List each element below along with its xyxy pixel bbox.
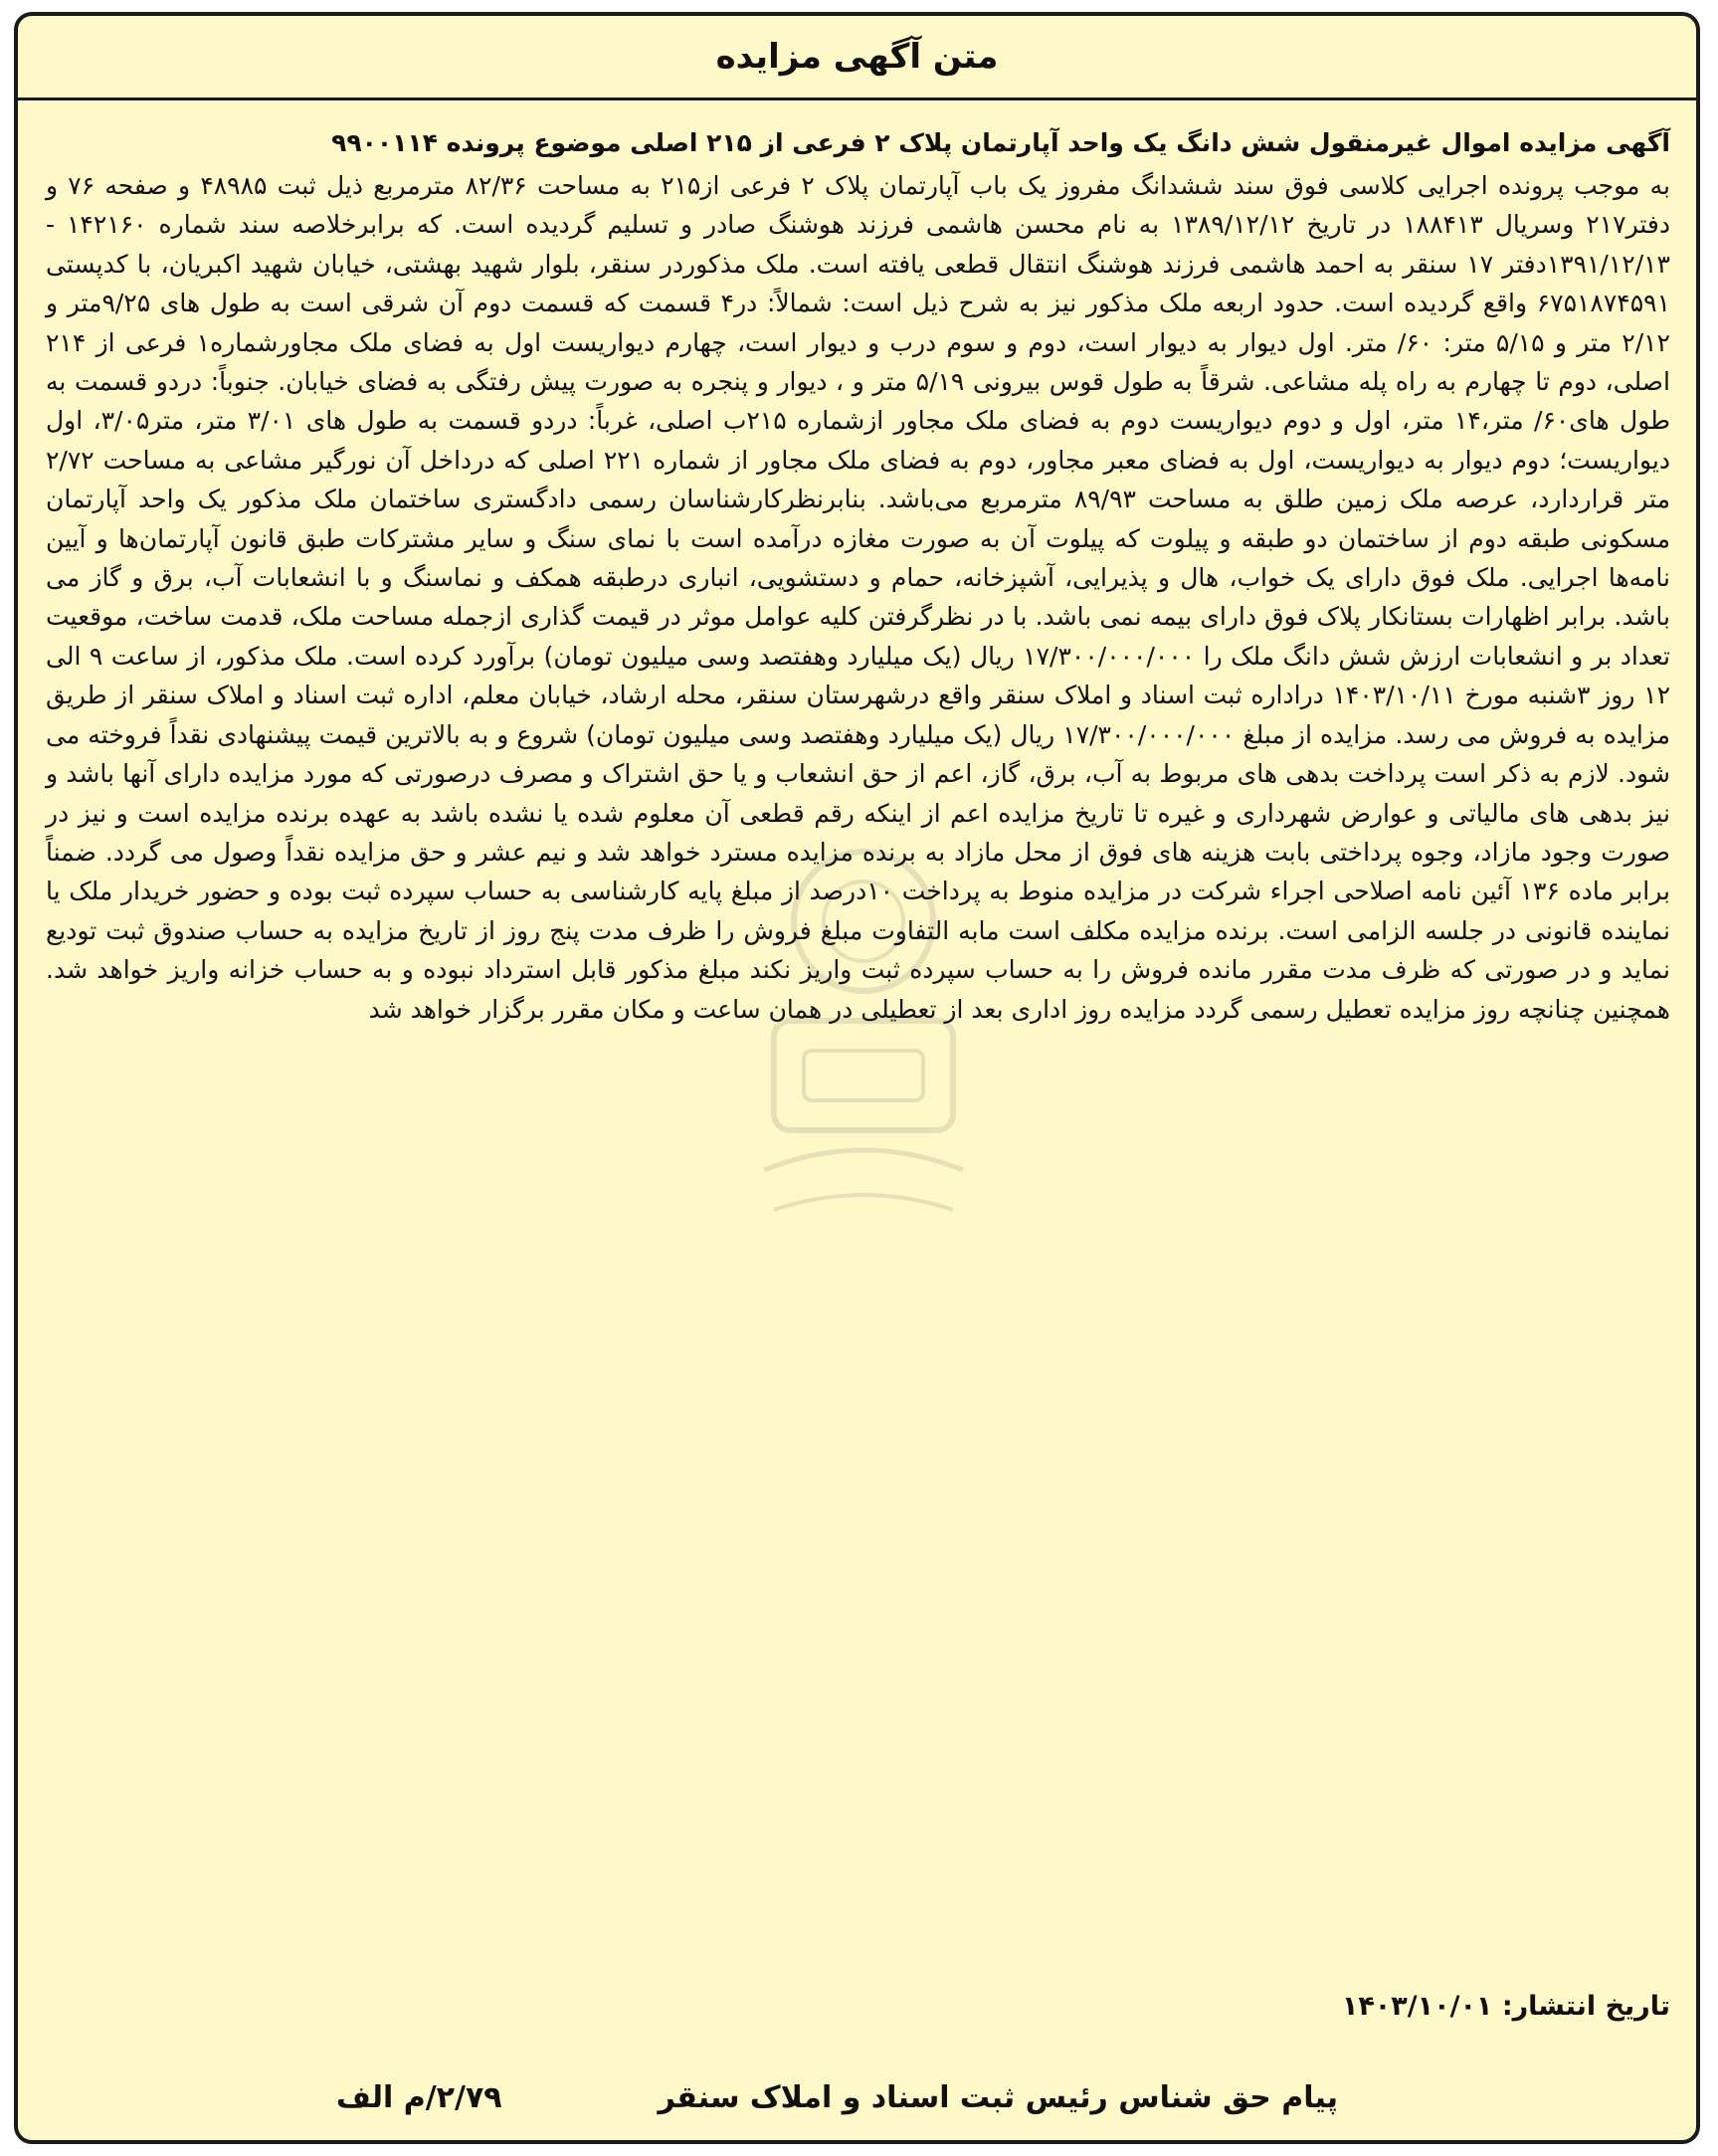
notice-text: به موجب پرونده اجرایی کلاسی فوق سند ششدانگ مفروز یک باب آپارتمان پلاک ۲ فرعی از۲۱۵ به مساحت ۸۲/۳۶ مترمربع ذیل ثبت ۴۸۹۸۵ و صفحه ۷۶ و دفتر۲۱۷ وسریال ۱۸۸۴۱۳ در تاریخ ۱۳۸۹/۱۲/۱۲ به نام محسن هاشمی فرزند هوشنگ صادر و تسلیم گردیده است. که برابرخلاصه سند شماره ۱۴۲۱۶۰ - ۱۳۹۱/۱۲/۱۳دفتر ۱۷ سنقر به احمد هاشمی فرزند هوشنگ انتقال قطعی یافته است. ملک مذکوردر سنقر، بلوار شهید بهشتی، خیابان شهید اکبریان، با کدپستی ۶۷۵۱۸۷۴۵۹۱ واقع گردیده است. حدود اربعه ملک مذکور نیز به شرح ذیل است: شمالاً: در۴ قسمت که قسمت دوم آن شرقی است به طول های ۹/۲۵متر و ۲/۱۲ متر و ۵/۱۵ متر: ۶۰/ متر. اول دیوار به دیوار است، دوم و سوم درب و دیوار است، چهارم دیواریست اول به فضای ملک مجاورشماره۱ فرعی از ۲۱۴ اصلی، دوم تا چهارم به راه پله مشاعی. شرقاً به طول قوس بیرونی ۵/۱۹ متر و ، دیوار و پنجره به صورت پیش رفتگی به فضای خیابان. جنوباً: دردو قسمت به طول های۶۰/ متر،۱۴ متر، اول و دوم دیواریست دوم به فضای ملک مجاور ازشماره ۲۱۵ب اصلی، غرباً: دردو قسمت به طول های ۳/۰۱ متر، متر۳/۰۵، اول دیواریست؛ دوم دیوار به دیواریست، اول به فضای معبر مجاور، دوم به فضای ملک مجاور از شماره ۲۲۱ اصلی که درداخل آن نورگیر مشاعی به مساحت ۲/۷۲ متر قراردارد، عرصه ملک زمین طلق به مساحت ۸۹/۹۳ مترمربع می‌باشد. بنابرنظرکارشناسان رسمی دادگستری ساختمان ملک مذکور یک واحد آپارتمان مسکونی طبقه دوم از ساختمان دو طبقه و پیلوت که پیلوت آن به صورت مغازه درآمده است با نمای سنگ و سایر مشترکات طبق قانون آپارتمان‌ها و آیین نامه‌ها اجرایی. ملک فوق دارای یک خواب، هال و پذیرایی، آشپزخانه، حمام و دستشویی، انباری درطبقه همکف و نماسنگ و با انشعابات آب، برق و گاز می باشد. برابر اظهارات بستانکار پلاک فوق دارای بیمه نمی باشد. با در نظرگرفتن کلیه عوامل موثر در قیمت گذاری ازجمله مساحت ملک، قدمت ساخت، موقعیت تعداد بر و انشعابات ارزش شش دانگ ملک را ۱۷/۳۰۰/۰۰۰/۰۰۰ ریال (یک میلیارد وهفتصد وسی میلیون تومان) برآورد کرده است. ملک مذکور، از ساعت ۹ الی ۱۲ روز ۳شنبه مورخ ۱۴۰۳/۱۰/۱۱ دراداره ثبت اسناد و املاک سنقر واقع درشهرستان سنقر، محله ارشاد، خیابان معلم، اداره ثبت اسناد و املاک سنقر از طریق مزایده به فروش می رسد. مزایده از مبلغ ۱۷/۳۰۰/۰۰۰/۰۰۰ ریال (یک میلیارد وهفتصد وسی میلیون تومان) شروع و به بالاترین قیمت پیشنهادی نقداً فروخته می شود. لازم به ذکر است پرداخت بدهی های مربوط به آب، برق، گاز، اعم از حق انشعاب و یا حق اشتراک و مصرف درصورتی که مورد مزایده دارای آنها باشد و نیز بدهی های مالیاتی و عوارض شهرداری و غیره تا تاریخ مزایده اعم از اینکه رقم قطعی آن معلوم شده یا نشده باشد به عهده برنده مزایده است و نیز در صورت وجود مازاد، وجوه پرداختی بابت هزینه های فوق از محل مازاد به برنده مزایده مسترد خواهد شد و نیم عشر و حق مزایده نقداً وصول می گردد. ضمناً برابر ماده ۱۳۶ آئین نامه اصلاحی اجراء شرکت در مزایده منوط به پرداخت ۱۰درصد از مبلغ پایه کارشناسی به حساب سپرده ثبت بوده و حضور خریدار ملک یا نماینده قانونی در جلسه الزامی است. برنده مزایده مکلف است مابه التفاوت مبلغ فروش را ظرف مدت پنج روز از تاریخ مزایده به حساب صندوق ثبت تودیع نماید و در صورتی که ظرف مدت مقرر مانده فروش را به حساب سپرده ثبت واریز نکند مبلغ مذکور قابل استرداد نبوده و به حساب خزانه واریز خواهد شد. همچنین چنانچه روز مزایده تعطیل رسمی گردد مزایده روز اداری بعد از تعطیلی در همان ساعت و مکان مقرر برگزار خواهد شد [46, 171, 1671, 1024]
notice-body [46, 123, 1670, 1029]
publication-date-label: تاریخ انتشار: [1501, 1991, 1670, 2022]
reference-code: ۲/۷۹/م الف [336, 2080, 502, 2115]
signature-row [18, 2080, 1696, 2130]
publication-date-value: ۱۴۰۳/۱۰/۰۱ [1341, 1991, 1493, 2022]
auction-notice [14, 12, 1700, 2144]
signatory: پیام حق شناس رئیس ثبت اسناد و املاک سنقر [658, 2080, 1338, 2115]
title-divider [18, 98, 1696, 100]
notice-headline: آگهی مزایده اموال غیرمنقول شش دانگ یک واحد آپارتمان پلاک ۲ فرعی از ۲۱۵ اصلی موضوع پرونده ۹۹۰۰۱۱۴ [331, 128, 1670, 157]
page-title: متن آگهی مزایده [715, 37, 999, 77]
title-bar [18, 16, 1696, 98]
publication-date [1342, 1991, 1670, 2022]
